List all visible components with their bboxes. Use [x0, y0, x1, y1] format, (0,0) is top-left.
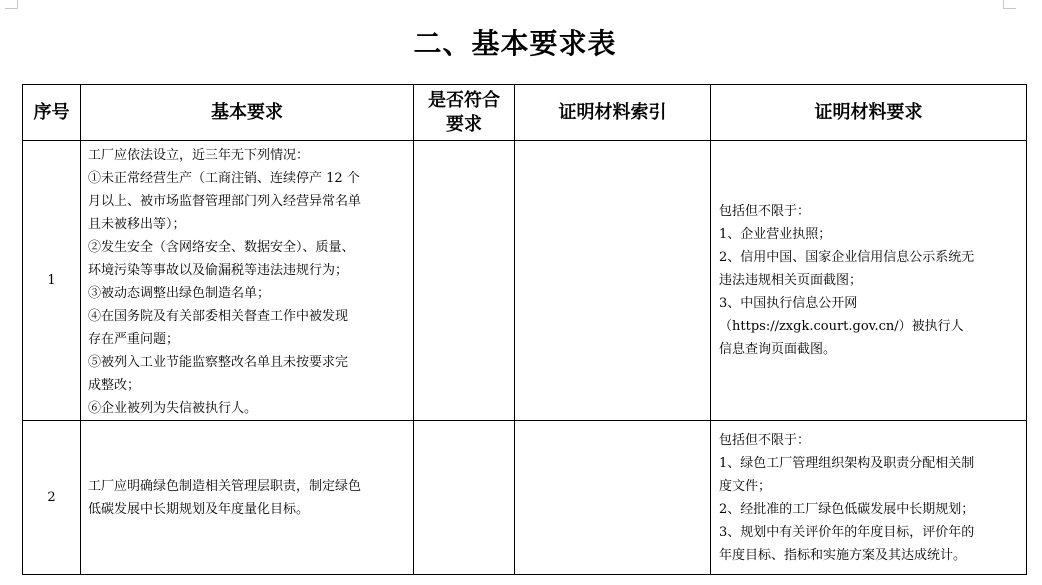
table-header-row	[23, 85, 1027, 141]
requirement-line: ③被动态调整出绿色制造名单；	[88, 286, 271, 301]
requirement-line: ④在国务院及有关部委相关督查工作中被发现	[88, 309, 349, 324]
evidence-line: 包括但不限于：	[719, 432, 811, 448]
row-compliance-cell[interactable]	[414, 421, 515, 575]
row-requirement	[81, 421, 414, 575]
header-compliance-line2: 要求	[446, 113, 482, 135]
row-seq: 2	[23, 421, 81, 575]
evidence-line: 1、企业营业执照；	[719, 227, 832, 242]
row-evidence-index-cell[interactable]	[515, 141, 711, 421]
page-corner-mark-right	[1003, 0, 1016, 9]
requirement-line: ①未正常经营生产（工商注销、连续停产 12 个	[88, 171, 360, 186]
page-title: 二、基本要求表	[413, 27, 617, 60]
requirements-table	[22, 84, 1027, 575]
header-requirement: 基本要求	[81, 85, 414, 141]
evidence-line: 2、信用中国、国家企业信用信息公示系统无	[719, 250, 975, 265]
requirement-line: ⑥企业被列为失信被执行人。	[88, 401, 258, 416]
requirement-line: ⑤被列入工业节能监察整改名单且未按要求完	[88, 355, 349, 370]
page-corner-mark-left	[5, 0, 18, 9]
row-seq: 1	[23, 141, 81, 421]
evidence-line: 年度目标、指标和实施方案及其达成统计。	[719, 547, 967, 563]
row-requirement	[81, 141, 414, 421]
evidence-line: 信息查询页面截图。	[719, 342, 837, 357]
evidence-line: 3、中国执行信息公开网	[719, 296, 858, 311]
table-row	[23, 421, 1027, 575]
evidence-line: 违法违规相关页面截图；	[719, 273, 863, 288]
header-evidence-index: 证明材料索引	[515, 85, 711, 141]
evidence-line: 3、规划中有关评价年的年度目标，评价年的	[719, 524, 975, 540]
row-evidence-index-cell[interactable]	[515, 421, 711, 575]
evidence-line: 1、绿色工厂管理组织架构及职责分配相关制	[719, 455, 975, 471]
header-compliance	[414, 85, 515, 141]
requirement-line: 月以上、被市场监督管理部门列入经营异常名单	[88, 194, 362, 209]
row-evidence-requirement	[711, 421, 1027, 575]
requirement-line: 工厂应明确绿色制造相关管理层职责，制定绿色	[88, 478, 362, 494]
evidence-line: 2、经批准的工厂绿色低碳发展中长期规划；	[719, 501, 975, 517]
requirement-line: 存在严重问题；	[88, 332, 180, 347]
requirement-line: 成整改；	[88, 378, 141, 393]
evidence-line: 包括但不限于：	[719, 204, 811, 219]
evidence-line: 度文件；	[719, 478, 772, 494]
requirement-line: ②发生安全（含网络安全、数据安全）、质量、	[88, 240, 355, 255]
requirement-line: 工厂应依法设立，近三年无下列情况：	[88, 148, 310, 163]
row-evidence-requirement	[711, 141, 1027, 421]
requirement-line: 且未被移出等）；	[88, 217, 186, 232]
row-compliance-cell[interactable]	[414, 141, 515, 421]
requirement-line: 环境污染等事故以及偷漏税等违法违规行为；	[88, 263, 349, 278]
header-seq: 序号	[23, 85, 81, 141]
requirement-line: 低碳发展中长期规划及年度量化目标。	[88, 501, 310, 517]
table-row	[23, 141, 1027, 421]
header-compliance-line1: 是否符合	[428, 89, 500, 111]
header-evidence-requirement: 证明材料要求	[711, 85, 1027, 141]
evidence-line-url: （https://zxgk.court.gov.cn/）被执行人	[719, 319, 964, 334]
